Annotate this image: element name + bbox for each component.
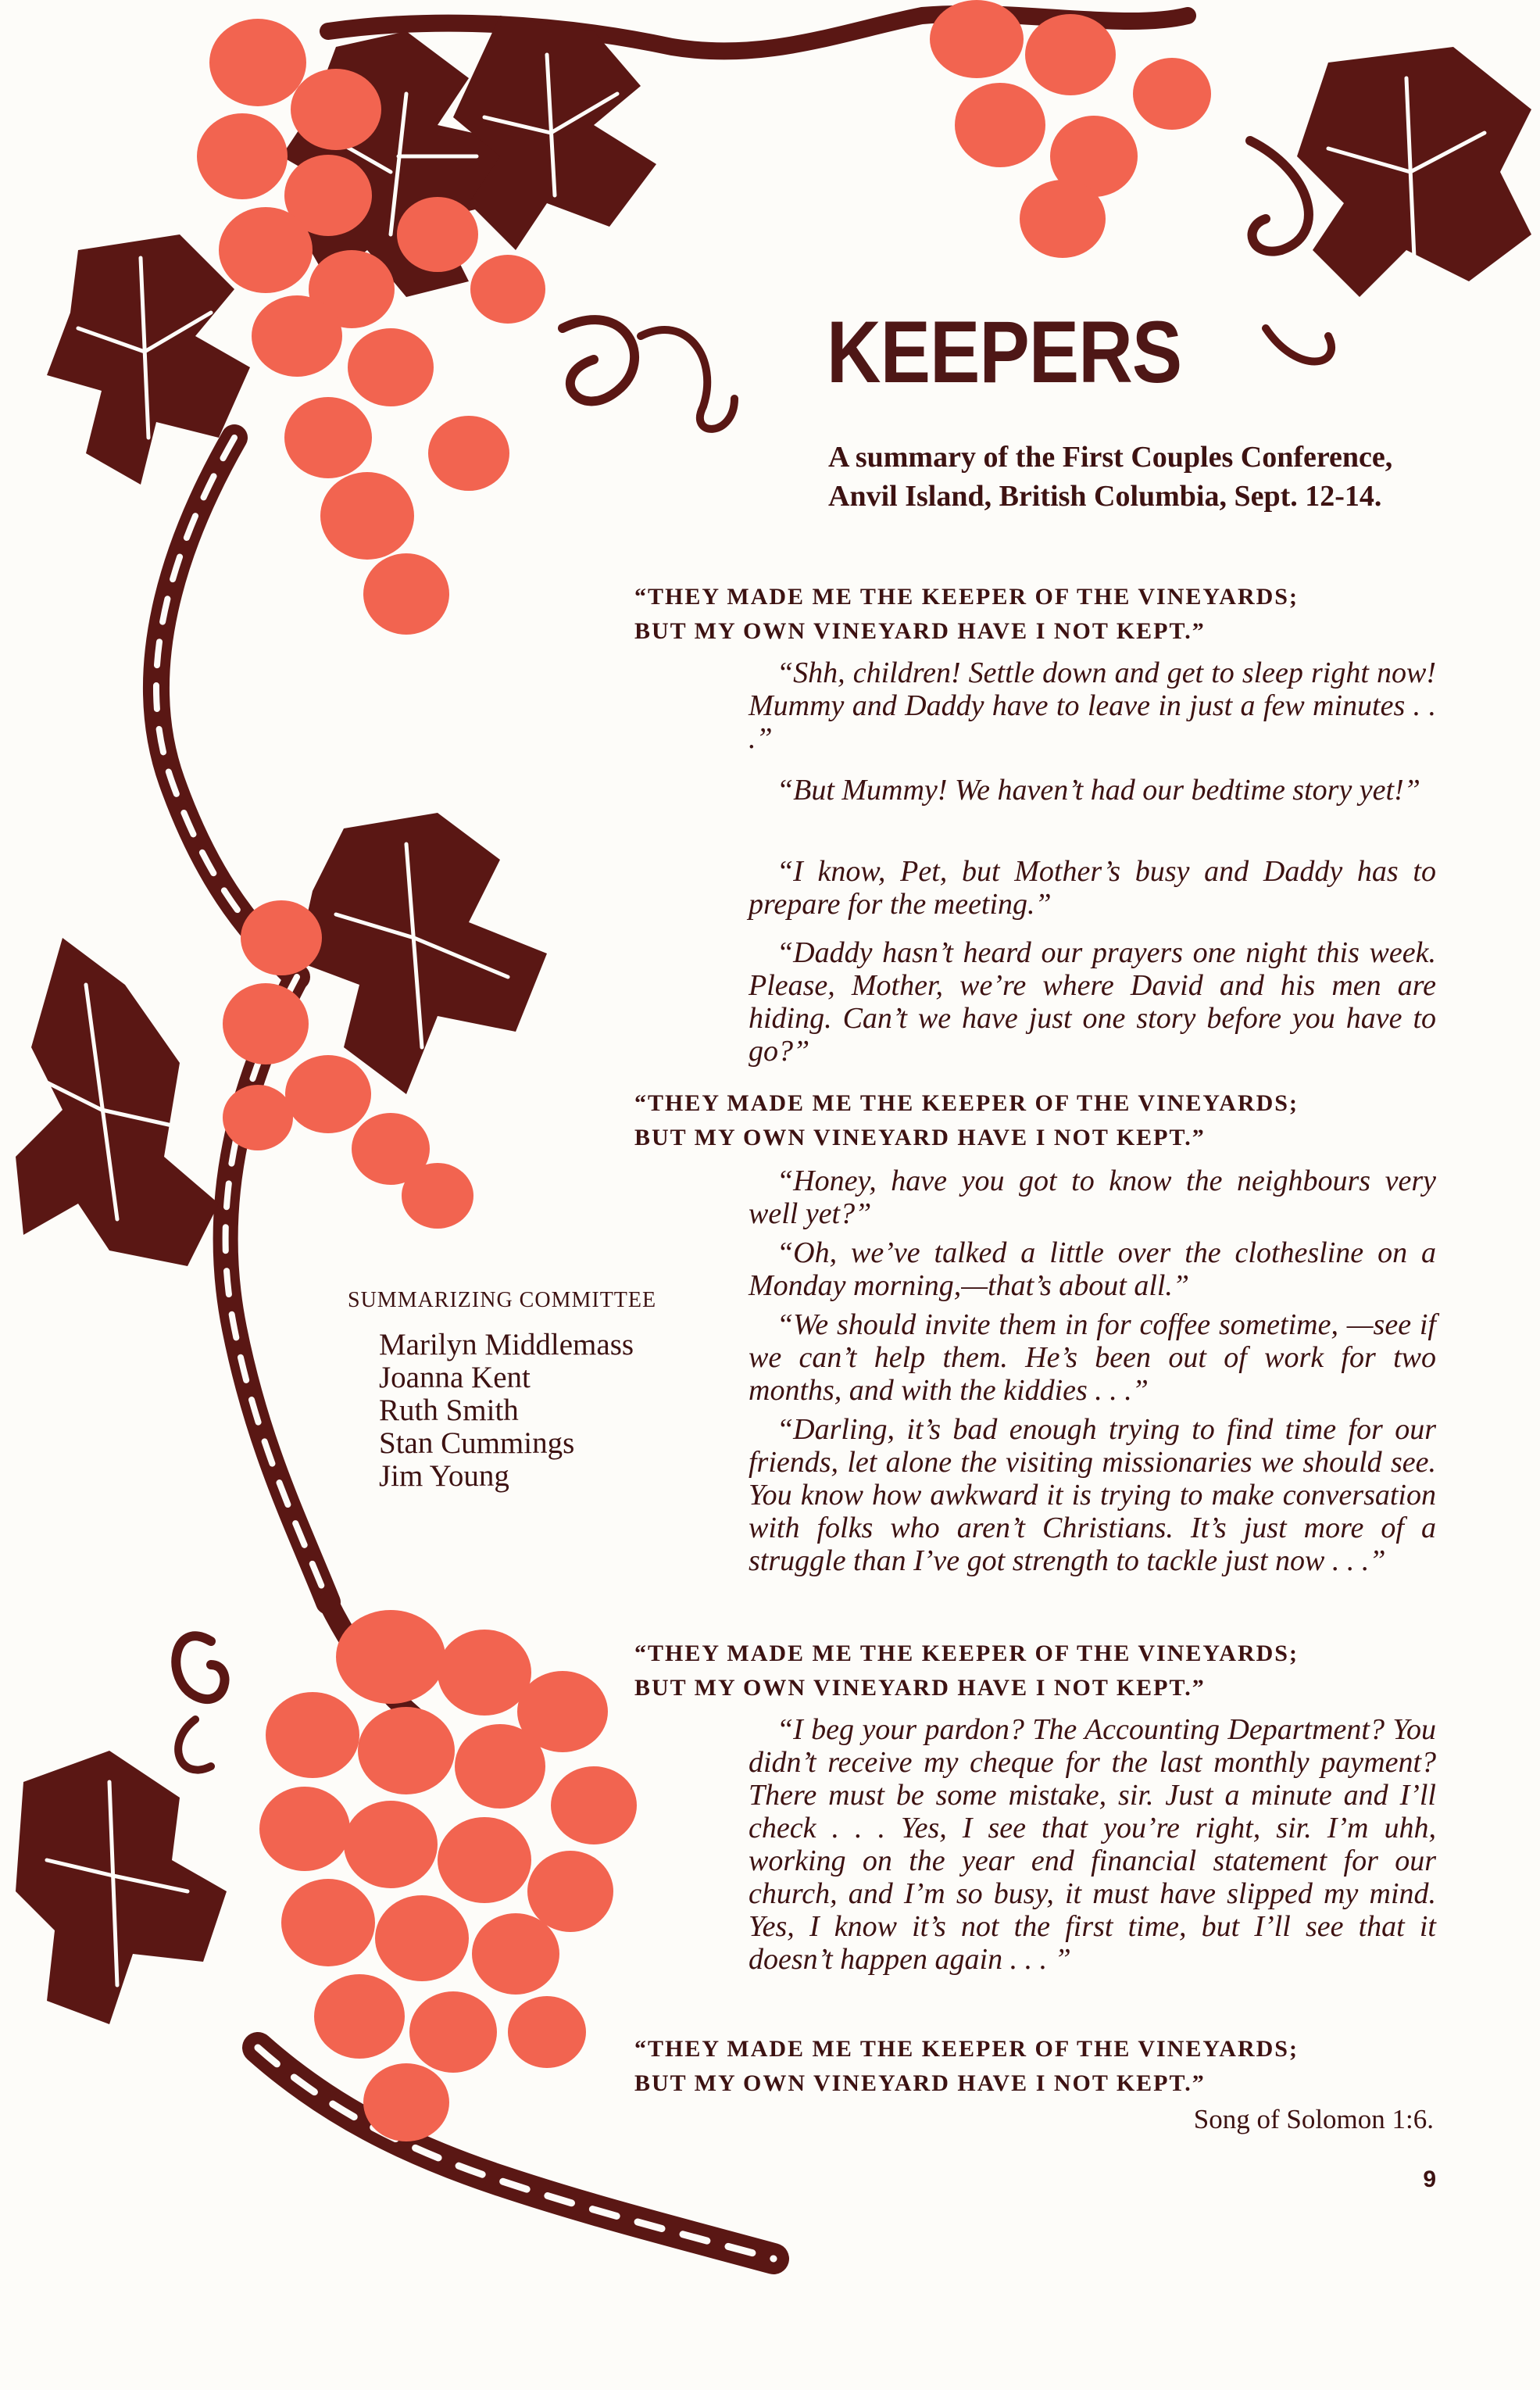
dialogue-paragraph: “We should invite them in for coffee sometime, —see if we can’t help them. He’s been out of work for two months, and with the kiddies . . .” <box>749 1308 1436 1407</box>
page-title: KEEPERS <box>827 303 1182 401</box>
committee-member: Marilyn Middlemass <box>379 1328 634 1361</box>
dialogue-paragraph: “But Mummy! We haven’t had our bedtime story yet!” <box>777 774 1420 807</box>
grape-cluster-bottom <box>259 1610 637 2141</box>
committee-member: Ruth Smith <box>379 1394 519 1427</box>
refrain-line: BUT MY OWN VINEYARD HAVE I NOT KEPT.” <box>634 2070 1206 2096</box>
refrain-line: BUT MY OWN VINEYARD HAVE I NOT KEPT.” <box>634 618 1206 644</box>
dialogue-paragraph: “Shh, children! Settle down and get to sleep right now! Mummy and Daddy have to leave in just a few minutes . . .” <box>749 657 1436 755</box>
refrain-line: BUT MY OWN VINEYARD HAVE I NOT KEPT.” <box>634 1675 1206 1701</box>
refrain-line: “THEY MADE ME THE KEEPER OF THE VINEYARDS; <box>634 1640 1299 1666</box>
dialogue-paragraph: “I beg your pardon? The Accounting Department? You didn’t receive my cheque for the last monthly payment? There must be some mistake, sir. Just a minute and I’ll check . . . Yes, I see that you’re right, sir. I’m uhh, working on the year end financial statement for our church, and I’m so busy, it must have slipped my mind. Yes, I know it’s not the first time, but I’ll see that it doesn’t happen again . . . ” <box>749 1713 1436 1976</box>
refrain-line: “THEY MADE ME THE KEEPER OF THE VINEYARDS; <box>634 2036 1299 2062</box>
refrain <box>634 580 1478 649</box>
refrain <box>634 1637 1478 1705</box>
committee-member: Stan Cummings <box>379 1426 575 1460</box>
subtitle-line: A summary of the First Couples Conference, <box>828 441 1393 474</box>
dialogue-paragraph: “Honey, have you got to know the neighbours very well yet?” <box>749 1165 1436 1230</box>
refrain <box>634 2032 1478 2101</box>
refrain-line: BUT MY OWN VINEYARD HAVE I NOT KEPT.” <box>634 1125 1206 1150</box>
subtitle <box>828 438 1469 516</box>
refrain-line: “THEY MADE ME THE KEEPER OF THE VINEYARDS; <box>634 584 1299 610</box>
dialogue-paragraph: “I know, Pet, but Mother’s busy and Daddy has to prepare for the meeting.” <box>749 855 1436 921</box>
refrain <box>634 1086 1478 1155</box>
dialogue-paragraph: “Daddy hasn’t heard our prayers one night this week. Please, Mother, we’re where David and his men are hiding. Can’t we have just one story before you have to go?” <box>749 936 1436 1068</box>
dialogue-paragraph: “Oh, we’ve talked a little over the clothesline on a Monday morning,—that’s about all.” <box>749 1236 1436 1302</box>
committee-member: Joanna Kent <box>379 1361 531 1394</box>
committee-list <box>379 1329 634 1493</box>
dialogue-paragraph: “Darling, it’s bad enough trying to find time for our friends, let alone the visiting missionaries we should see. You know how awkward it is trying to make conversation with folks who aren’t Christians. It’s just more of a struggle than I’ve got strength to tackle just now . . .” <box>749 1413 1436 1577</box>
scripture-citation: Song of Solomon 1:6. <box>1193 2104 1434 2134</box>
refrain-line: “THEY MADE ME THE KEEPER OF THE VINEYARDS; <box>634 1090 1299 1116</box>
committee-member: Jim Young <box>379 1459 509 1493</box>
subtitle-line: Anvil Island, British Columbia, Sept. 12-14. <box>828 480 1382 513</box>
grape-cluster-top-right <box>930 0 1211 258</box>
committee-heading: SUMMARIZING COMMITTEE <box>348 1288 657 1312</box>
page-number: 9 <box>1423 2166 1436 2192</box>
